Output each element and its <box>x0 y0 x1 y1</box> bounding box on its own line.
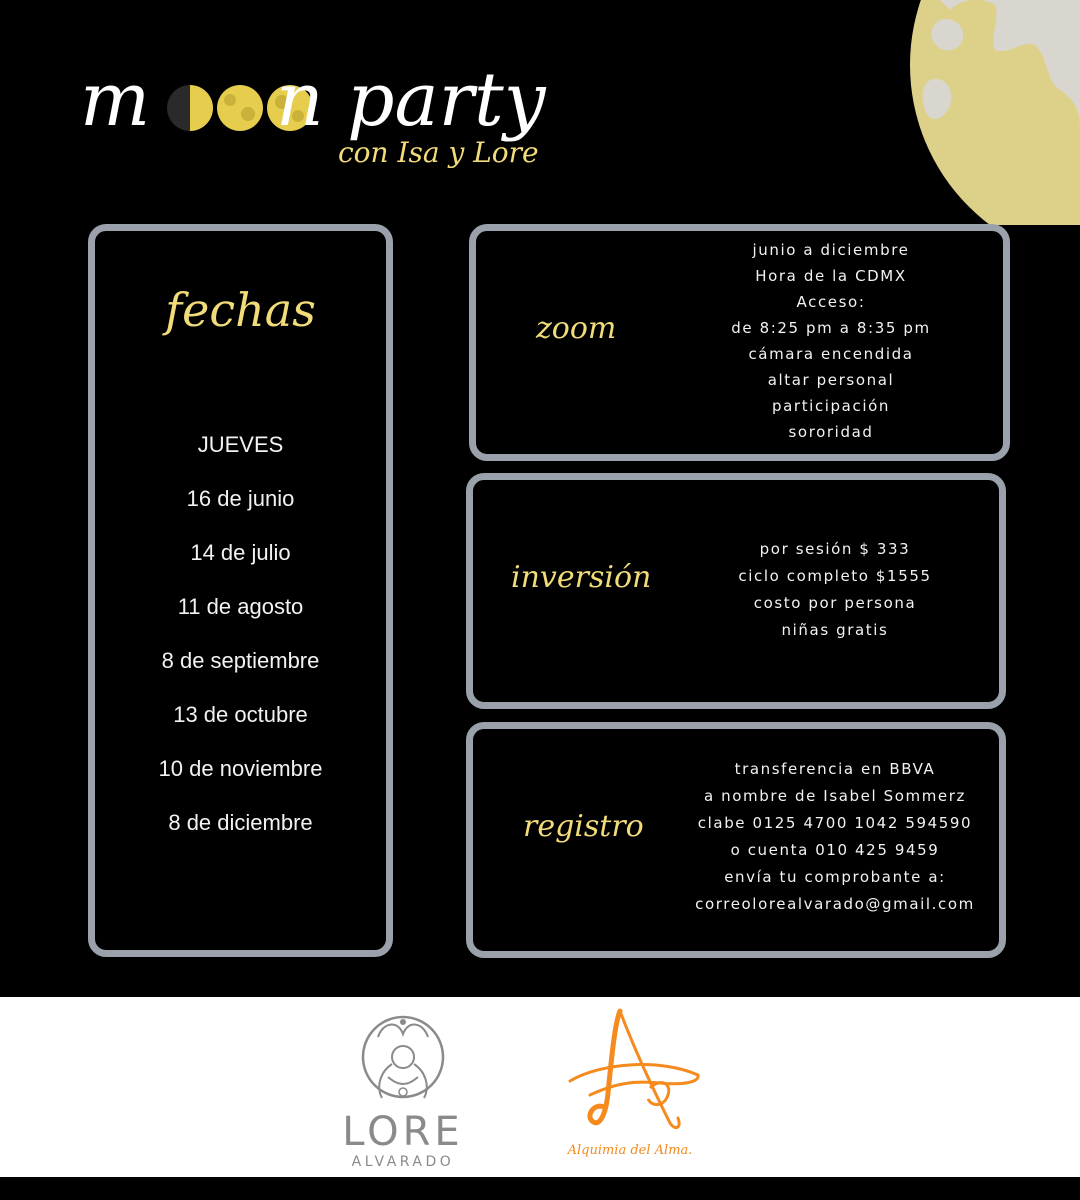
day-label: JUEVES <box>197 432 284 457</box>
zoom-line: Acceso: <box>796 293 866 311</box>
inversion-heading: inversión <box>511 560 652 595</box>
footer <box>0 997 1080 1177</box>
registro-email[interactable]: correolorealvarado@gmail.com <box>695 895 975 913</box>
alquimia-logo-name: Alquimia del Alma. <box>567 1143 693 1158</box>
inversion-line: costo por persona <box>753 594 917 612</box>
registro-line: a nombre de Isabel Sommerz <box>703 787 967 805</box>
dates-list <box>95 418 386 850</box>
registro-heading: registro <box>523 809 644 844</box>
zoom-line: junio a diciembre <box>752 241 910 259</box>
inversion-line: ciclo completo $1555 <box>738 567 932 585</box>
date-item: 13 de octubre <box>173 702 308 727</box>
registro-panel <box>466 722 1006 958</box>
date-item: 16 de junio <box>186 486 295 511</box>
zoom-heading: zoom <box>536 311 617 346</box>
date-item: 11 de agosto <box>177 594 304 619</box>
registro-line: transferencia en BBVA <box>734 760 936 778</box>
date-item: 10 de noviembre <box>158 756 323 781</box>
inversion-panel <box>466 473 1006 709</box>
goddess-emblem-icon <box>358 1012 448 1107</box>
zoom-line: Hora de la CDMX <box>755 267 907 285</box>
inversion-line: por sesión $ 333 <box>759 540 911 558</box>
zoom-panel <box>469 224 1010 461</box>
bottom-strip <box>0 1177 1080 1200</box>
zoom-line: participación <box>772 397 890 415</box>
zoom-details <box>706 237 956 445</box>
fechas-heading: fechas <box>165 283 316 337</box>
inversion-line: niñas gratis <box>781 621 889 639</box>
registro-line: envía tu comprobante a: <box>724 868 946 886</box>
zoom-line: altar personal <box>767 371 895 389</box>
inversion-details <box>710 536 960 644</box>
date-item: 14 de julio <box>190 540 291 565</box>
moon-illustration <box>900 0 1080 225</box>
calligraphic-a-icon <box>560 1003 705 1143</box>
lore-logo-sub: ALVARADO <box>351 1154 455 1170</box>
lore-alvarado-logo <box>330 1012 480 1170</box>
lore-logo-name: LORE <box>342 1109 464 1155</box>
date-item: 8 de diciembre <box>168 810 313 835</box>
zoom-line: sororidad <box>788 423 874 441</box>
fechas-panel <box>88 224 393 957</box>
registro-line: clabe 0125 4700 1042 594590 <box>697 814 973 832</box>
registro-details <box>685 756 985 918</box>
subtitle: con Isa y Lore <box>338 136 539 169</box>
alquimia-logo <box>540 1003 720 1173</box>
date-item: 8 de septiembre <box>161 648 320 673</box>
zoom-line: cámara encendida <box>748 345 914 363</box>
zoom-line: de 8:25 pm a 8:35 pm <box>731 319 931 337</box>
registro-line: o cuenta 010 425 9459 <box>730 841 940 859</box>
title-suffix: n party <box>276 57 546 143</box>
title-prefix: m <box>80 57 151 143</box>
